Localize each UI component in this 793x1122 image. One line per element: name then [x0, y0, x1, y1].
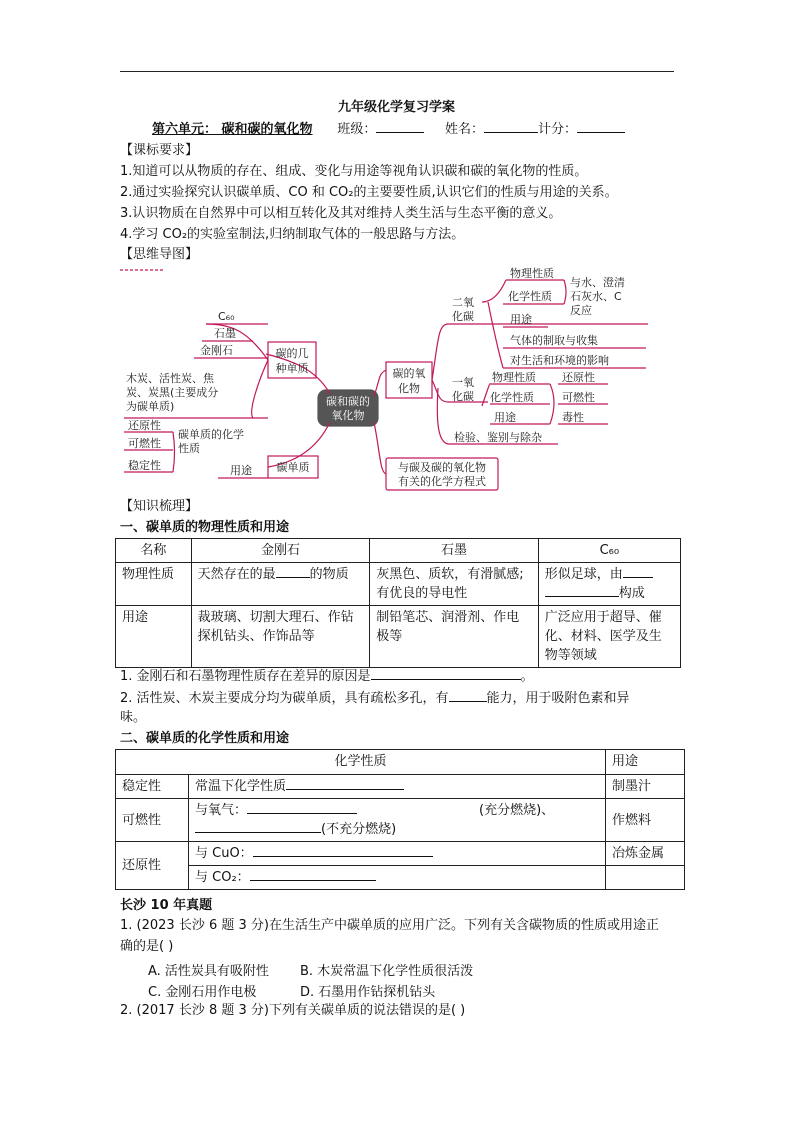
t2-cuo-blank[interactable]: [253, 844, 433, 857]
chem-prop-label-1: 碳单质的化学: [178, 428, 244, 441]
t1-header-graphite: 石墨: [370, 539, 538, 563]
t2-full-blank[interactable]: [247, 801, 357, 814]
branch-elements-1: 碳的几: [275, 347, 309, 360]
q1-blank[interactable]: [371, 667, 521, 680]
standards-heading: 【课标要求】: [120, 143, 199, 158]
mindmap-heading: 【思维导图】: [120, 247, 199, 262]
unit-line: [152, 118, 625, 137]
t1-row-use: 用途: [116, 606, 192, 668]
t1-c60-blank-1[interactable]: [623, 565, 653, 578]
t2-flammable: 可燃性: [116, 799, 189, 842]
co2-use: 用途: [510, 313, 532, 326]
t1-graphite-physical: 灰黑色、质软，有滑腻感;有优良的导电性: [370, 563, 538, 606]
t2-header-use: 用途: [606, 750, 685, 775]
t2-flammable-use: 作燃料: [606, 799, 685, 842]
top-rule: [120, 71, 674, 72]
carbon-elem-label: 碳单质: [276, 461, 310, 474]
t1-header-diamond: 金刚石: [191, 539, 370, 563]
name-blank[interactable]: [484, 120, 538, 133]
equations-label-2: 有关的化学方程式: [398, 475, 486, 488]
exam-q1-line2: 确的是( ): [120, 939, 174, 954]
co2-label-2: 化碳: [452, 310, 474, 323]
mind-map: [118, 262, 678, 494]
t2-co2-blank[interactable]: [250, 868, 376, 881]
t2-partial-blank[interactable]: [195, 820, 321, 833]
co-detection: 检验、鉴别与除杂: [454, 431, 542, 444]
equations-label-1: 与碳及碳的氧化物: [398, 461, 486, 474]
t2-empty-use: [606, 866, 685, 890]
charcoal-label-1: 木炭、活性炭、焦: [126, 372, 214, 385]
standard-item-2: 2.通过实验探究认识碳单质、CO 和 CO₂的主要要性质,认识它们的性质与用途的关系。: [120, 185, 618, 200]
page-title: 九年级化学复习学案: [337, 100, 455, 115]
t1-c60-blank-2[interactable]: [545, 584, 619, 597]
t1-header-c60: C₆₀: [538, 539, 680, 563]
table-chemical: [115, 749, 685, 890]
co-chemical: 化学性质: [490, 391, 534, 404]
co2-reaction-2: 石灰水、C: [570, 290, 622, 303]
co2-reaction-3: 反应: [570, 304, 592, 317]
unit-title: 第六单元： 碳和碳的氧化物: [152, 122, 313, 137]
charcoal-label-2: 炭、炭黑(主要成分: [126, 386, 219, 399]
co-flammable: 可燃性: [562, 391, 595, 404]
section-2-title: 二、碳单质的化学性质和用途: [120, 731, 290, 746]
t1-diamond-use: 裁玻璃、切割大理石、作钻探机钻头、作饰品等: [191, 606, 370, 668]
question-1: 1. 金刚石和石墨物理性质存在差异的原因是 。: [120, 669, 534, 684]
center-label-1: 碳和碳的: [326, 395, 370, 408]
t1-row-physical: 物理性质: [116, 563, 192, 606]
oxides-label-2: 化物: [398, 382, 420, 395]
co-label-2: 化碳: [452, 390, 474, 403]
oxides-label-1: 碳的氧: [392, 367, 426, 380]
t1-header-name: 名称: [116, 539, 192, 563]
flammable-label: 可燃性: [128, 437, 161, 450]
question-2-end: 味。: [120, 710, 147, 725]
reducing-label: 还原性: [128, 419, 161, 432]
t2-reducing-use: 冶炼金属: [606, 842, 685, 866]
exam-q1-option-a[interactable]: A. 活性炭具有吸附性: [148, 964, 269, 979]
exam-q1-option-d[interactable]: D. 石墨用作钻探机钻头: [300, 985, 436, 1000]
graphite-label: 石墨: [214, 327, 236, 340]
t2-flammable-text: 与氧气： (充分燃烧)、 (不充分燃烧): [189, 799, 606, 842]
co2-label-1: 二氧: [452, 296, 474, 309]
t2-cuo-text: 与 CuO：: [189, 842, 606, 866]
exam-q1-option-b[interactable]: B. 木炭常温下化学性质很活泼: [300, 964, 474, 979]
c60-label: C₆₀: [218, 310, 235, 323]
use-label: 用途: [230, 464, 252, 477]
class-label: 班级：: [337, 122, 377, 137]
co2-impact: 对生活和环境的影响: [510, 354, 609, 367]
name-label: 姓名：: [445, 122, 485, 137]
score-label: 计分：: [538, 122, 578, 137]
class-blank[interactable]: [376, 120, 424, 133]
t1-graphite-use: 制铅笔芯、润滑剂、作电极等: [370, 606, 538, 668]
diamond-label: 金刚石: [200, 344, 233, 357]
t1-c60-physical: 形似足球，由 构成: [538, 563, 680, 606]
question-2: 2. 活性炭、木炭主要成分均为碳单质，具有疏松多孔，有 能力，用于吸附色素和异: [120, 691, 630, 706]
t2-header-prop: 化学性质: [116, 750, 606, 775]
co2-reaction-1: 与水、澄清: [570, 276, 625, 289]
co-physical: 物理性质: [492, 371, 536, 384]
exam-q2: 2. (2017 长沙 8 题 3 分)下列有关碳单质的说法错误的是( ): [120, 1003, 466, 1018]
exam-q1-option-c[interactable]: C. 金刚石用作电极: [148, 985, 257, 1000]
t2-co2-text: 与 CO₂：: [189, 866, 606, 890]
stable-label: 稳定性: [128, 459, 161, 472]
standard-item-1: 1.知道可以从物质的存在、组成、变化与用途等视角认识碳和碳的氧化物的性质。: [120, 164, 588, 179]
co-toxic: 毒性: [562, 411, 584, 424]
exam-q1-line1: 1. (2023 长沙 6 题 3 分)在生活生产中碳单质的应用广泛。下列有关含碳物质的性质或用途正: [120, 918, 659, 933]
knowledge-heading: 【知识梳理】: [120, 499, 199, 514]
co2-physical: 物理性质: [510, 267, 554, 280]
co-use: 用途: [494, 411, 516, 424]
standard-item-3: 3.认识物质在自然界中可以相互转化及其对维持人类生活与生态平衡的意义。: [120, 206, 562, 221]
t2-stability-use: 制墨汁: [606, 775, 685, 799]
co-reducing: 还原性: [562, 371, 595, 384]
branch-elements-2: 种单质: [275, 362, 309, 375]
table-physical: [115, 538, 681, 668]
t1-diamond-blank[interactable]: [276, 565, 310, 578]
co-label-1: 一氧: [452, 376, 474, 389]
center-label-2: 氧化物: [331, 409, 365, 422]
t1-c60-use: 广泛应用于超导、催化、材料、医学及生物等领域: [538, 606, 680, 668]
chem-prop-label-2: 性质: [178, 442, 200, 455]
t2-stability-blank[interactable]: [286, 777, 404, 790]
co2-preparation: 气体的制取与收集: [510, 334, 598, 347]
co2-chemical: 化学性质: [508, 290, 552, 303]
t1-diamond-physical: 天然存在的最 的物质: [191, 563, 370, 606]
t2-reducing: 还原性: [116, 842, 189, 890]
section-1-title: 一、碳单质的物理性质和用途: [120, 520, 290, 535]
score-blank[interactable]: [577, 120, 625, 133]
t2-stability: 稳定性: [116, 775, 189, 799]
standard-item-4: 4.学习 CO₂的实验室制法,归纳制取气体的一般思路与方法。: [120, 227, 465, 242]
t2-stability-text: 常温下化学性质: [189, 775, 606, 799]
q2-blank[interactable]: [449, 689, 487, 702]
exams-heading: 长沙 10 年真题: [120, 898, 213, 913]
charcoal-label-3: 为碳单质): [126, 400, 175, 413]
